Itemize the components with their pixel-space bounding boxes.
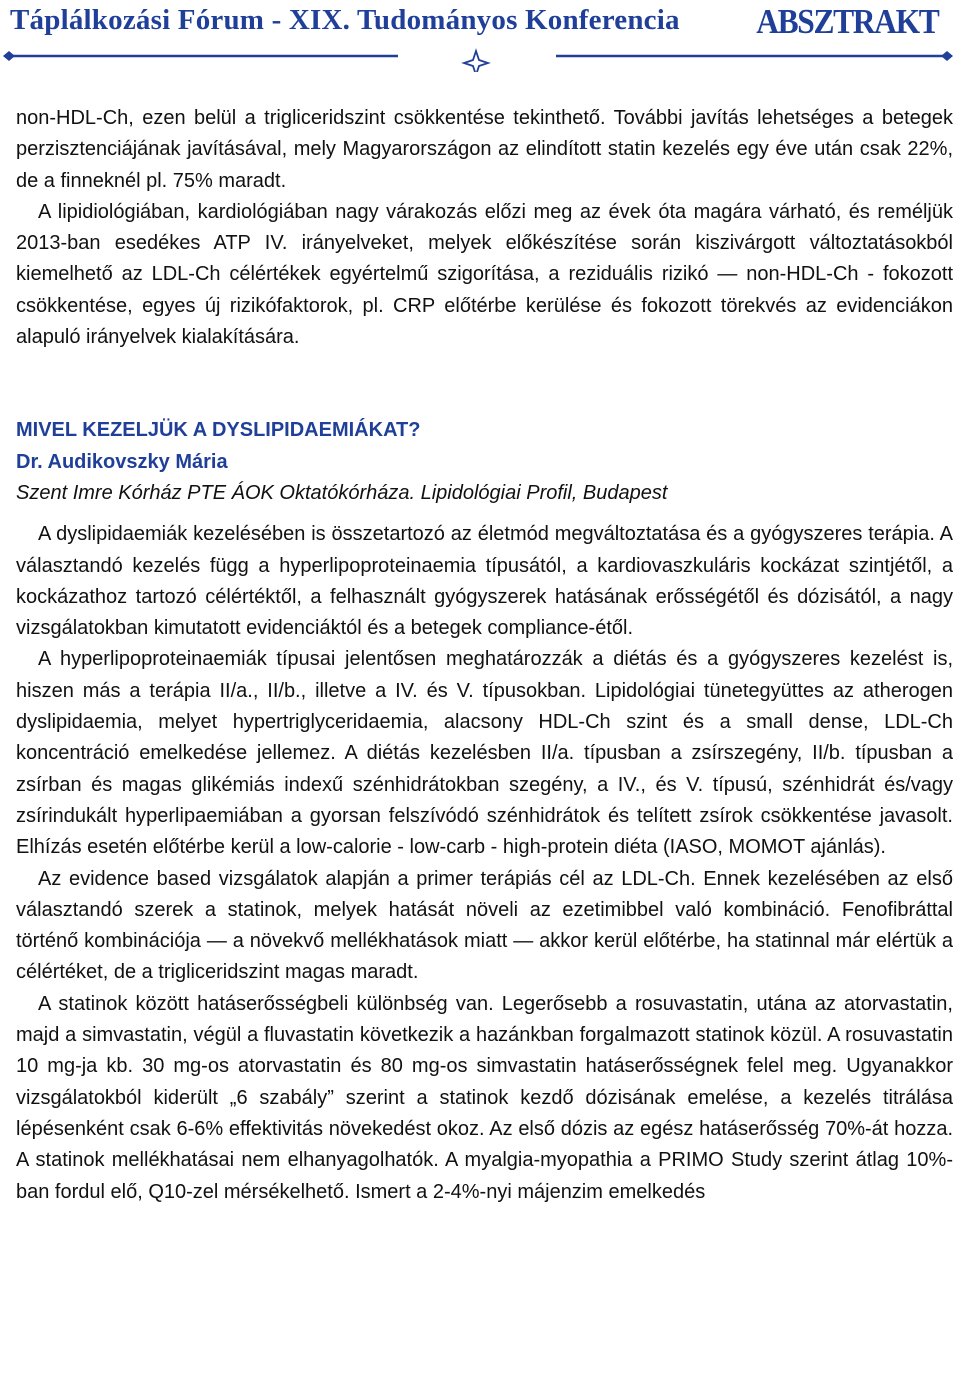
- body-paragraph-2: A hyperlipoproteinaemiák típusai jelentősen meghatározzák a diétás és a gyógyszeres kezelést is, hiszen más a terápia II/a., II/b., illetve a IV. és V. típusokban. Lipidológiai tünetegyüttes az atherogen dyslipidaemia, melyet hypertriglyceridaemia, alacsony HDL-Ch szint és a small dense, LDL-Ch koncentráció emelkedése jellemez. A diétás kezelésben II/a. típusban a zsírszegény, II/b. típusban a zsírban és magas glikémiás indexű szénhidrátokban szegény, a IV., és V. típusú, szénhidrát és/vagy zsírindukált hyperlipaemiában a gyorsan felszívódó szénhidrátok és telített zsírok csökkentése javasolt. Elhízás esetén előtérbe kerül a low-calorie - low-carb - high-protein diéta (IASO, MOMOT ajánlás).: [16, 648, 953, 859]
- body-paragraph-4: A statinok között hatáserősségbeli különbség van. Legerősebb a rosuvastatin, utána az atorvastatin, majd a simvastatin, végül a fluvastatin következik a hazánkban forgalmazott statinok közül. A rosuvastatin 10 mg-ja kb. 30 mg-os atorvastatin és 80 mg-os simvastatin hatáserősségnek felel meg. Ugyanakkor vizsgálatokból kiderült „6 szabály” szerint a statinok kezdő dózisának emelése, a kezelés titrálása lépésenként csak 6-6% effektivitás növekedést okoz. Az első dózis az egész hatáserősség 70%-át hozza. A statinok mellékhatásai nem elhanyagolhatók. A myalgia-myopathia a PRIMO Study szerint átlag 10%-ban fordul elő, Q10-zel mérsékelhető. Ismert a 2-4%-nyi májenzim emelkedés: [16, 992, 953, 1203]
- conference-title: Táplálkozási Fórum - XIX. Tudományos Konferencia: [10, 4, 680, 36]
- body-paragraph-3: Az evidence based vizsgálatok alapján a primer terápiás cél az LDL-Ch. Ennek kezelésében az első választandó szerek a statinok, melyek hatását növeli az ezetimibbel való kombináció. Fenofibráttal történő kombinációja — a növekvő mellékhatások miatt — akkor kerül előtérbe, ha statinnal már elértük a célértéket, de a trigliceridszint magas maradt.: [16, 867, 953, 984]
- affiliation-spacer: [16, 509, 953, 519]
- section-spacer: [16, 353, 953, 415]
- article-title: MIVEL KEZELJÜK A DYSLIPIDAEMIÁKAT?: [16, 419, 421, 442]
- continuation-paragraph-1: non-HDL-Ch, ezen belül a trigliceridszint csökkentése tekinthető. További javítás lehetséges a betegek perzisztenciájának javításával, mely Magyarországon az elindított statin kezelés egy éve után csak 22%, de a finneknél pl. 75% maradt.: [16, 107, 953, 192]
- rule-left-diamond-icon: [3, 51, 15, 61]
- page-body: [16, 103, 953, 1208]
- abstract-label: ABSZTRAKT: [755, 2, 938, 41]
- continuation-paragraph-2: A lipidiológiában, kardiológiában nagy várakozás előzi meg az évek óta magára várható, és reméljük 2013-ban esedékes ATP IV. irányelveket, melyek előkészítése során kiszivárgott változtatásokból kiemelhető az LDL-Ch célértékek egyértelmű szigorítása, a reziduális rizikó — non-HDL-Ch - fokozott csökkentése, egyes új rizikófaktorok, pl. CRP előtérbe kerülése és fokozott törekvés az evidenciákon alapuló irányelvek kialakítására.: [16, 200, 953, 349]
- body-paragraph-1: A dyslipidaemiák kezelésében is összetartozó az életmód megváltoztatása és a gyógyszeres terápia. A választandó kezelés függ a hyperlipoproteinaemia típusától, a kardiovaszkuláris kockázat szintjétől, a kockázathoz tartozó célértéktől, a felhasznált gyógyszerek hatásának erősségétől és dózisától, a nagy vizsgálatokban kimutatott evidenciáktól és a betegek compliance-étől.: [16, 523, 953, 640]
- rule-right-diamond-icon: [941, 51, 953, 61]
- sparkle-star-icon: [464, 51, 488, 72]
- article-author: Dr. Audikovszky Mária: [16, 450, 228, 473]
- header-rule: [0, 42, 960, 72]
- article-affiliation: Szent Imre Kórház PTE ÁOK Oktatókórháza. Lipidológiai Profil, Budapest: [16, 481, 668, 504]
- page-header: [0, 0, 960, 72]
